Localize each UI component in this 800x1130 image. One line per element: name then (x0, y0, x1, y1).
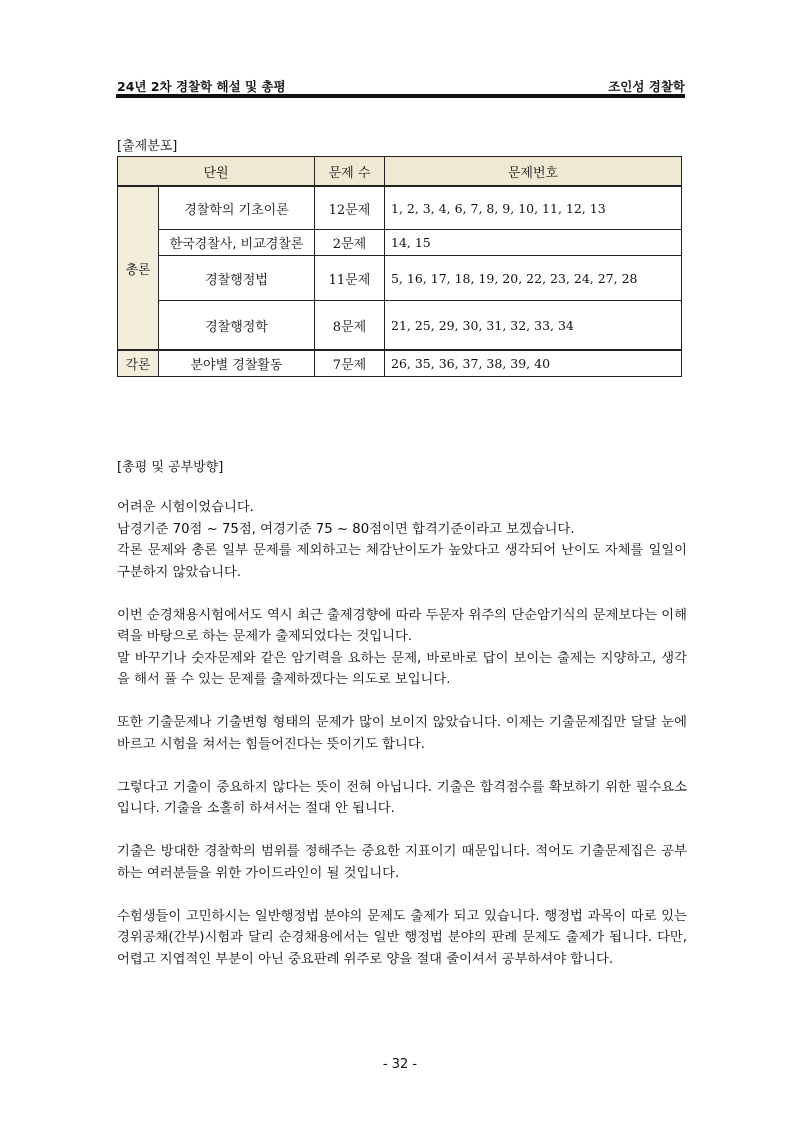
unit-cell: 경찰행정학 (159, 301, 315, 351)
review-paragraph: 또한 기출문제나 기출변형 형태의 문제가 많이 보이지 않았습니다. 이제는 기출문제집만 달달 눈에 바르고 시험을 쳐서는 힘들어진다는 뜻이기도 합니다. (117, 715, 687, 752)
numbers-cell: 21, 25, 29, 30, 31, 32, 33, 34 (385, 301, 682, 351)
count-cell: 8문제 (315, 301, 385, 351)
column-header-unit: 단원 (118, 157, 315, 187)
table-header-row (118, 157, 682, 187)
column-header-numbers: 문제번호 (385, 157, 682, 187)
review-line: 각론 문제와 총론 일부 문제를 제외하고는 체감난이도가 높았다고 생각되어 난이도 자체를 일일이 구분하지 않았습니다. (117, 543, 687, 580)
numbers-cell: 5, 16, 17, 18, 19, 20, 22, 23, 24, 27, 28 (385, 256, 682, 301)
unit-cell: 경찰학의 기초이론 (159, 186, 315, 230)
count-cell: 12문제 (315, 186, 385, 230)
table-row (118, 230, 682, 256)
page-number: - 32 - (382, 1057, 418, 1072)
review-title: [총평 및 공부방향] (117, 460, 224, 475)
review-paragraph: 말 바꾸기나 숫자문제와 같은 암기력을 요하는 문제, 바로바로 답이 보이는 출제는 지양하고, 생각을 해서 풀 수 있는 문제를 출제하겠다는 의도로 보입니다. (117, 650, 687, 687)
review-body (117, 497, 687, 992)
header-author: 조인성 경찰학 (608, 79, 685, 94)
count-cell: 11문제 (315, 256, 385, 301)
table-row (118, 301, 682, 351)
unit-cell: 경찰행정법 (159, 256, 315, 301)
numbers-cell: 14, 15 (385, 230, 682, 256)
numbers-cell: 1, 2, 3, 4, 6, 7, 8, 9, 10, 11, 12, 13 (385, 186, 682, 230)
unit-cell: 분야별 경찰활동 (159, 350, 315, 377)
header-title: 24년 2차 경찰학 해설 및 총평 (117, 79, 286, 94)
column-header-count: 문제 수 (315, 157, 385, 187)
distribution-title: [출제분포] (117, 139, 178, 154)
review-paragraph: 기출은 방대한 경찰학의 범위를 정해주는 중요한 지표이기 때문입니다. 적어도 기출문제집은 공부하는 여러분들을 위한 가이드라인이 될 것입니다. (117, 844, 687, 881)
category-cell: 총론 (118, 186, 159, 350)
table-row (118, 350, 682, 377)
category-cell: 각론 (118, 350, 159, 377)
review-paragraph: 이번 순경채용시험에서도 역시 최근 출제경향에 따라 두문자 위주의 단순암기식의 문제보다는 이해력을 바탕으로 하는 문제가 출제되었다는 것입니다. (117, 607, 687, 644)
count-cell: 7문제 (315, 350, 385, 377)
review-line: 남경기준 70점 ~ 75점, 여경기준 75 ~ 80점이면 합격기준이라고 보겠습니다. (117, 521, 575, 537)
distribution-table (117, 156, 682, 377)
review-paragraph: 그렇다고 기출이 중요하지 않다는 뜻이 전혀 아닙니다. 기출은 합격점수를 확보하기 위한 필수요소입니다. 기출을 소홀히 하셔서는 절대 안 됩니다. (117, 779, 687, 816)
count-cell: 2문제 (315, 230, 385, 256)
table-row (118, 256, 682, 301)
review-paragraph: 수험생들이 고민하시는 일반행정법 분야의 문제도 출제가 되고 있습니다. 행정법 과목이 따로 있는 경위공채(간부)시험과 달리 순경채용에서는 일반 행정법 분야의 판례 문제도 출제가 됩니다. 다만, 어렵고 지엽적인 부분이 아닌 중요판례 위주로 양을 절대 줄이셔서 공부하셔야 합니다. (117, 908, 687, 967)
header-divider (116, 94, 685, 98)
numbers-cell: 26, 35, 36, 37, 38, 39, 40 (385, 350, 682, 377)
review-line: 어려운 시험이었습니다. (117, 500, 254, 515)
unit-cell: 한국경찰사, 비교경찰론 (159, 230, 315, 256)
table-row (118, 186, 682, 230)
